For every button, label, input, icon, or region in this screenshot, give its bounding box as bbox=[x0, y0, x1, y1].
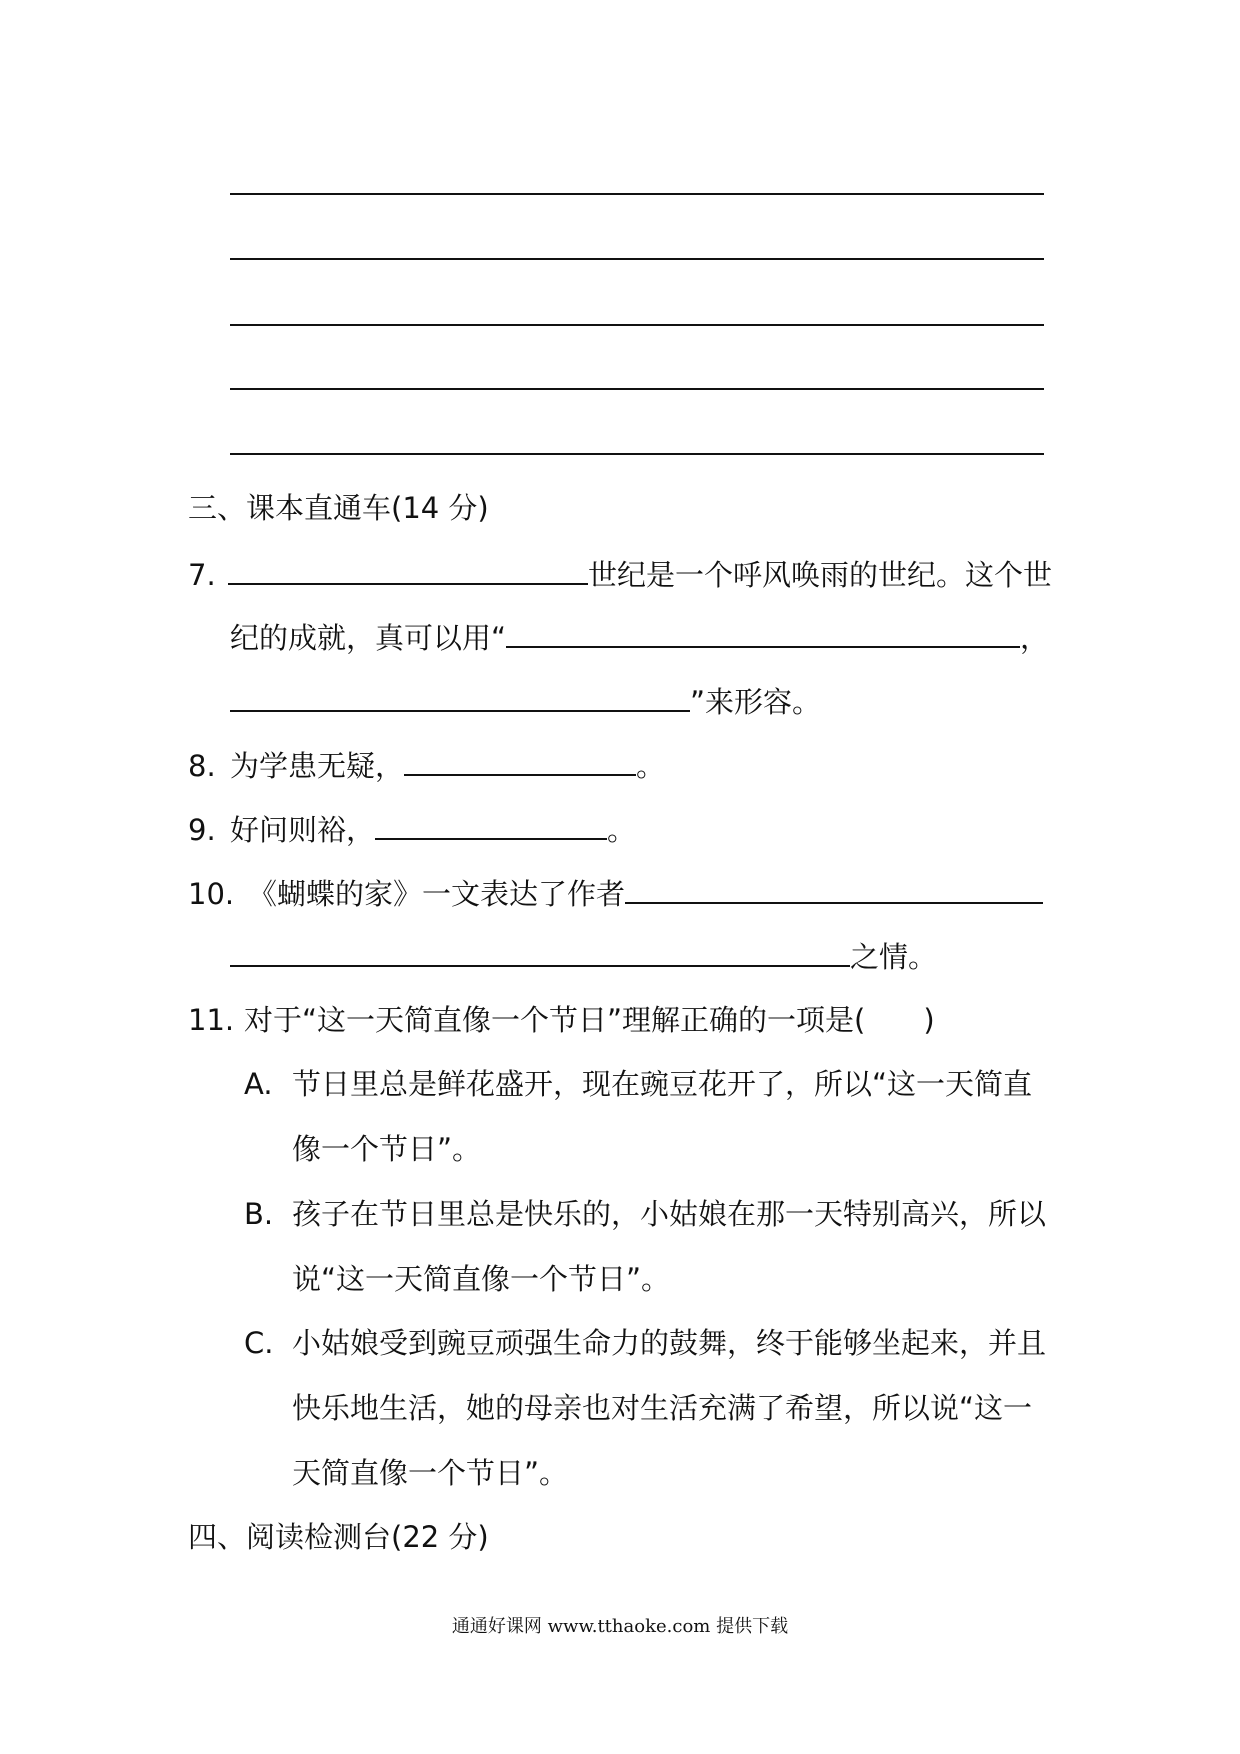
fill-blank[interactable] bbox=[375, 810, 607, 840]
fill-blank[interactable] bbox=[228, 555, 588, 585]
option-text: 像一个节日”。 bbox=[292, 1132, 482, 1166]
option-c-line-1 bbox=[244, 1325, 1046, 1361]
question-number: 8. bbox=[188, 749, 216, 783]
question-text: ”来形容。 bbox=[690, 685, 822, 719]
option-b-line-2 bbox=[292, 1261, 670, 1297]
option-c-line-3 bbox=[292, 1455, 568, 1491]
question-text: 对于“这一天简直像一个节日”理解正确的一项是( bbox=[244, 1003, 866, 1037]
option-text: 孩子在节日里总是快乐的，小姑娘在那一天特别高兴，所以 bbox=[292, 1197, 1047, 1231]
page-footer: 通通好课网 www.tthaoke.com 提供下载 bbox=[451, 1616, 789, 1637]
question-7-line-2 bbox=[230, 618, 1049, 656]
question-text: 纪的成就，真可以用“ bbox=[230, 621, 507, 655]
question-text: 《蝴蝶的家》一文表达了作者 bbox=[248, 877, 626, 911]
fill-blank[interactable] bbox=[230, 682, 690, 712]
question-number: 11. bbox=[188, 1003, 235, 1037]
option-a-line-2 bbox=[292, 1131, 481, 1167]
option-label: A. bbox=[244, 1067, 273, 1101]
section-heading bbox=[188, 1519, 489, 1555]
answer-line[interactable] bbox=[230, 258, 1044, 260]
question-11-stem bbox=[188, 1002, 935, 1038]
question-text: 世纪是一个呼风唤雨的世纪。这个世 bbox=[588, 558, 1053, 592]
question-7-line-3 bbox=[230, 682, 821, 720]
option-text: 天简直像一个节日”。 bbox=[292, 1456, 569, 1490]
question-text: 。 bbox=[607, 813, 637, 847]
question-text: 。 bbox=[636, 749, 666, 783]
option-text: 快乐地生活，她的母亲也对生活充满了希望，所以说“这一 bbox=[292, 1391, 1033, 1425]
question-number: 7. bbox=[188, 558, 216, 592]
question-number: 10. bbox=[188, 877, 235, 911]
option-c-line-2 bbox=[292, 1390, 1032, 1426]
question-9 bbox=[188, 810, 636, 848]
answer-line[interactable] bbox=[230, 453, 1044, 455]
question-10-line-1 bbox=[188, 874, 1043, 912]
fill-blank[interactable] bbox=[230, 937, 850, 967]
question-text: 之情。 bbox=[850, 940, 938, 974]
answer-line[interactable] bbox=[230, 324, 1044, 326]
option-text: 节日里总是鲜花盛开，现在豌豆花开了，所以“这一天简直 bbox=[292, 1067, 1033, 1101]
answer-line[interactable] bbox=[230, 193, 1044, 195]
question-text: 为学患无疑， bbox=[230, 749, 405, 783]
option-a-line-1 bbox=[244, 1066, 1032, 1102]
option-b-line-1 bbox=[244, 1196, 1046, 1232]
question-number: 9. bbox=[188, 813, 216, 847]
section-3-title: 三、课本直通车(14 分) bbox=[188, 491, 489, 525]
fill-blank[interactable] bbox=[506, 618, 1020, 648]
option-text: 说“这一天简直像一个节日”。 bbox=[292, 1262, 671, 1296]
question-text: ， bbox=[1020, 621, 1050, 655]
section-heading bbox=[188, 490, 489, 526]
question-10-line-2 bbox=[230, 937, 937, 975]
question-text: 好问则裕， bbox=[230, 813, 376, 847]
question-8 bbox=[188, 746, 665, 784]
answer-line[interactable] bbox=[230, 388, 1044, 390]
fill-blank[interactable] bbox=[625, 874, 1043, 904]
option-label: C. bbox=[244, 1326, 274, 1360]
section-4-title: 四、阅读检测台(22 分) bbox=[188, 1520, 489, 1554]
option-label: B. bbox=[244, 1197, 274, 1231]
option-text: 小姑娘受到豌豆顽强生命力的鼓舞，终于能够坐起来，并且 bbox=[292, 1326, 1047, 1360]
question-text: ) bbox=[923, 1003, 935, 1037]
fill-blank[interactable] bbox=[404, 746, 636, 776]
question-7-line-1 bbox=[188, 555, 1052, 593]
